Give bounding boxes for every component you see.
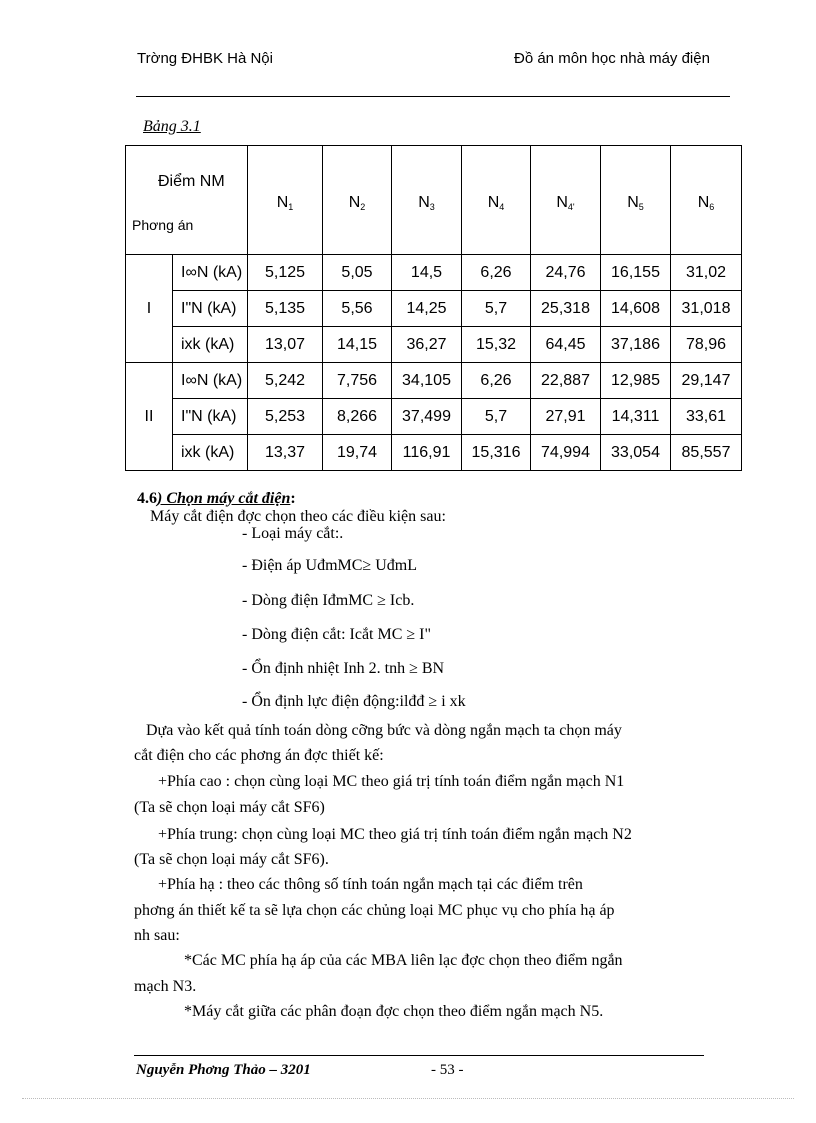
group-label: II (126, 363, 173, 471)
col-header: $N_5$ (601, 146, 671, 255)
paragraph-line: +Phía trung: chọn cùng loại MC theo giá trị tính toán điểm ngắn mạch N2 (158, 826, 632, 843)
table-row (126, 291, 742, 327)
col-header: $N_1$ (248, 146, 323, 255)
row-label: I∞N (kA) (173, 363, 248, 399)
condition-item: - Ổn định lực điện động:ilđđ ≥ i xk (242, 693, 466, 710)
table-row (126, 255, 742, 291)
table-cell: 33,61 (671, 399, 742, 435)
table-row (126, 327, 742, 363)
corner-cell (126, 146, 248, 255)
table-caption: Bảng 3.1 (143, 118, 201, 135)
condition-item: - Dòng điện IđmMC ≥ Icb. (242, 592, 415, 609)
table-cell: 5,05 (323, 255, 392, 291)
condition-item: - Ổn định nhiệt Inh 2. tnh ≥ BN (242, 660, 445, 677)
table-cell: 5,242 (248, 363, 323, 399)
table-cell: 5,253 (248, 399, 323, 435)
table-cell: 78,96 (671, 327, 742, 363)
short-circuit-table (125, 145, 742, 471)
table-cell: 15,32 (462, 327, 531, 363)
table-cell: 15,316 (462, 435, 531, 471)
condition-item: - Loại máy cắt:. (242, 525, 344, 542)
condition-item: - Dòng điện cắt: Icắt MC ≥ I" (242, 626, 432, 643)
table-cell: 14,608 (601, 291, 671, 327)
header-school: Trờng ĐHBK Hà Nội (137, 50, 273, 67)
paragraph-line: phơng án thiết kế ta sẽ lựa chọn các chủng loại MC phục vụ cho phía hạ áp (134, 902, 615, 919)
paragraph-line: Dựa vào kết quả tính toán dòng cỡng bức và dòng ngắn mạch ta chọn máy (146, 722, 622, 739)
table-cell: 5,7 (462, 399, 531, 435)
paragraph-line: (Ta sẽ chọn loại máy cắt SF6). (134, 851, 329, 868)
table-row (126, 399, 742, 435)
table-body (126, 255, 742, 471)
table-cell: 31,02 (671, 255, 742, 291)
table-cell: 16,155 (601, 255, 671, 291)
table-cell: 13,07 (248, 327, 323, 363)
table-cell: 29,147 (671, 363, 742, 399)
table-cell: 8,266 (323, 399, 392, 435)
table-cell: 13,37 (248, 435, 323, 471)
paragraph-line: cắt điện cho các phơng án đợc thiết kế: (134, 747, 384, 764)
group-label: I (126, 255, 173, 363)
table-cell: 14,25 (392, 291, 462, 327)
corner-top: Điểm NM (158, 173, 225, 190)
paragraph-line: (Ta sẽ chọn loại máy cắt SF6) (134, 799, 325, 816)
col-header: $N_6$ (671, 146, 742, 255)
col-header: $N_4$ (462, 146, 531, 255)
table-cell: 85,557 (671, 435, 742, 471)
table-cell: 6,26 (462, 255, 531, 291)
corner-bottom: Phơng án (132, 217, 194, 233)
row-label: I∞N (kA) (173, 255, 248, 291)
table-cell: 14,5 (392, 255, 462, 291)
row-label: ixk (kA) (173, 327, 248, 363)
table-cell: 22,887 (531, 363, 601, 399)
table-cell: 33,054 (601, 435, 671, 471)
table-cell: 31,018 (671, 291, 742, 327)
row-label: ixk (kA) (173, 435, 248, 471)
table-cell: 74,994 (531, 435, 601, 471)
table-cell: 25,318 (531, 291, 601, 327)
table-cell: 24,76 (531, 255, 601, 291)
condition-item: - Điện áp UđmMC≥ UđmL (242, 557, 417, 574)
row-label: I"N (kA) (173, 291, 248, 327)
header-divider (136, 96, 730, 97)
section-intro: Máy cắt điện đợc chọn theo các điều kiện sau: (150, 508, 446, 525)
table-cell: 5,125 (248, 255, 323, 291)
header-course: Đồ án môn học nhà máy điện (514, 50, 710, 67)
col-header: $N_2$ (323, 146, 392, 255)
footer-author: Nguyễn Phơng Thảo – 3201 (136, 1062, 311, 1078)
row-label: I"N (kA) (173, 399, 248, 435)
table-cell: 36,27 (392, 327, 462, 363)
footer-divider (134, 1055, 704, 1056)
page-edge (22, 1098, 794, 1099)
table-cell: 37,499 (392, 399, 462, 435)
paragraph-line: +Phía cao : chọn cùng loại MC theo giá trị tính toán điểm ngắn mạch N1 (158, 773, 625, 790)
table-header-row (126, 146, 742, 255)
page-number: - 53 - (431, 1062, 464, 1078)
table-cell: 19,74 (323, 435, 392, 471)
paragraph-line: mạch N3. (134, 978, 197, 995)
col-header: $N_3$ (392, 146, 462, 255)
table-cell: 6,26 (462, 363, 531, 399)
paragraph-line: *Các MC phía hạ áp của các MBA liên lạc đợc chọn theo điểm ngắn (184, 952, 623, 969)
table-cell: 34,105 (392, 363, 462, 399)
table-cell: 7,756 (323, 363, 392, 399)
table-cell: 12,985 (601, 363, 671, 399)
paragraph-line: *Máy cắt giữa các phân đoạn đợc chọn theo điểm ngắn mạch N5. (184, 1003, 604, 1020)
paragraph-line: +Phía hạ : theo các thông số tính toán ngắn mạch tại các điểm trên (158, 876, 583, 893)
table-row (126, 363, 742, 399)
table-cell: 37,186 (601, 327, 671, 363)
paragraph-line: nh sau: (134, 927, 180, 944)
table-cell: 14,15 (323, 327, 392, 363)
table-row (126, 435, 742, 471)
table-cell: 64,45 (531, 327, 601, 363)
section-title: 4.6) Chọn máy cắt điện: (137, 490, 296, 507)
table-cell: 5,56 (323, 291, 392, 327)
table-cell: 116,91 (392, 435, 462, 471)
table-cell: 5,135 (248, 291, 323, 327)
col-header: $N_{4'}$ (531, 146, 601, 255)
table-cell: 5,7 (462, 291, 531, 327)
table-cell: 27,91 (531, 399, 601, 435)
table-cell: 14,311 (601, 399, 671, 435)
